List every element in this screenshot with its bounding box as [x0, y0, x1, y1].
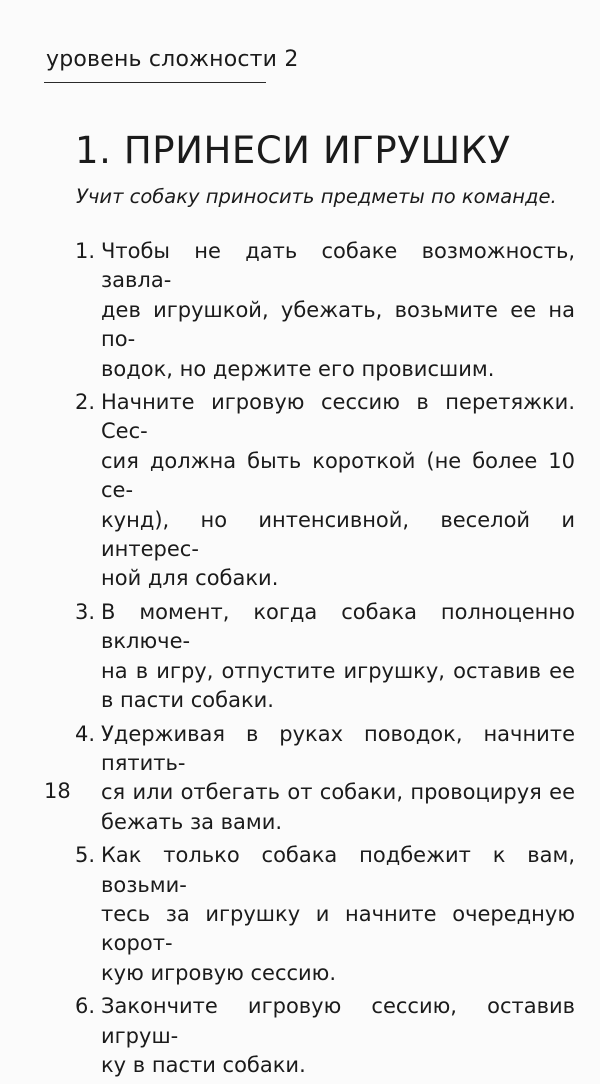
step-item-1	[75, 237, 575, 384]
step-line: Закончите игровую сессию, оставив игруш-	[101, 994, 575, 1048]
step-line: ной для собаки.	[101, 566, 279, 591]
step-number: 5.	[75, 843, 96, 868]
exercise-subtitle: Учит собаку приносить предметы по команде.	[76, 185, 557, 208]
step-line: тесь за игрушку и начните очередную корот-	[101, 901, 575, 956]
steps-list	[75, 237, 575, 1084]
step-line: дев игрушкой, убежать, возьмите ее на по-	[101, 297, 575, 352]
step-item-3	[75, 598, 575, 716]
page-number: 18	[44, 779, 71, 803]
step-line: Как только собака подбежит к вам, возьми-	[101, 843, 575, 897]
header-divider	[44, 82, 266, 83]
step-line: бежать за вами.	[101, 809, 283, 834]
step-line: кунд), но интенсивной, веселой и интерес-	[101, 507, 575, 562]
step-line: Начните игровую сессию в перетяжки. Сес-	[101, 390, 575, 444]
step-line: водок, но держите его провисшим.	[101, 356, 495, 381]
step-line: ся или отбегать от собаки, провоцируя ее	[101, 780, 575, 805]
step-item-5	[75, 841, 575, 988]
step-number: 4.	[75, 721, 96, 746]
step-number: 3.	[75, 599, 96, 624]
step-line: В момент, когда собака полноценно включе-	[101, 599, 575, 654]
step-line: сия должна быть короткой (не более 10 се-	[101, 448, 575, 503]
difficulty-level-label: уровень сложности 2	[46, 47, 299, 72]
step-number: 1.	[75, 239, 96, 263]
step-line: кую игровую сессию.	[101, 960, 337, 985]
step-line: в пасти собаки.	[101, 688, 274, 713]
step-item-4	[75, 720, 575, 838]
step-item-6	[75, 992, 575, 1080]
step-line: ку в пасти собаки.	[101, 1052, 306, 1077]
exercise-title: 1. ПРИНЕСИ ИГРУШКУ	[75, 129, 511, 172]
step-line: на в игру, отпустите игрушку, оставив ее	[101, 658, 575, 683]
step-number: 2.	[75, 390, 96, 415]
step-item-2	[75, 388, 575, 594]
step-number: 6.	[75, 994, 96, 1019]
step-line: Удерживая в руках поводок, начните пятить-	[101, 721, 575, 775]
step-line: Чтобы не дать собаке возможность, завла-	[101, 239, 575, 293]
